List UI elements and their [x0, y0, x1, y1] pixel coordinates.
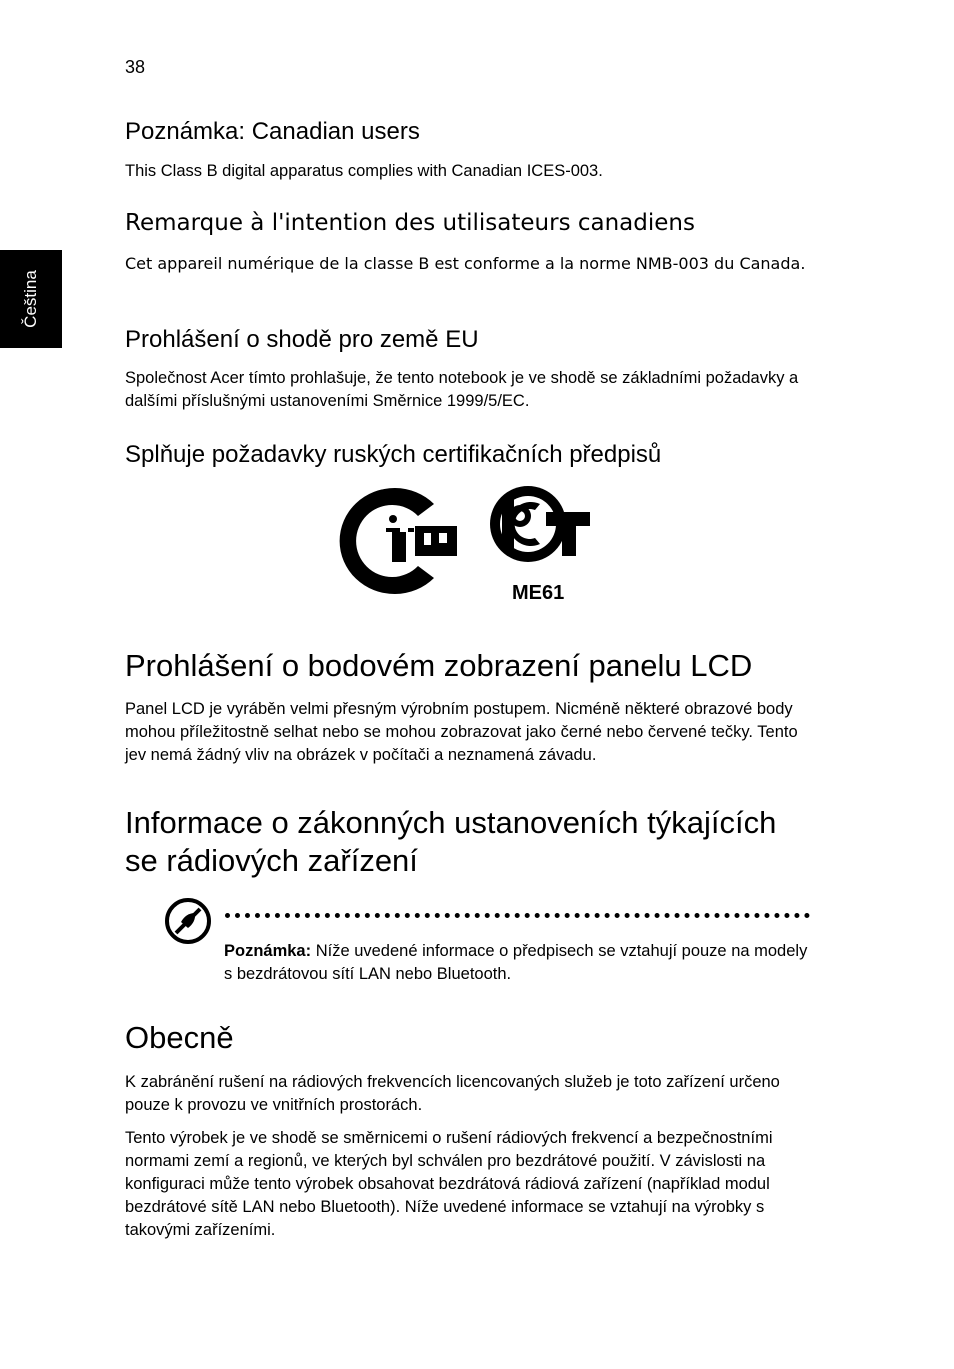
note-divider: [225, 913, 810, 918]
general-text-1: K zabránění rušení na rádiových frekvencích licencovaných služeb je toto zařízení určeno pouze k provozu ve vnitřních prostorách.: [125, 1073, 780, 1114]
eu-declaration-text: Společnost Acer tímto prohlašuje, že tento notebook je ve shodě se základními požadavky a dalšími příslušnými ustanoveními Směrnice 1999/5/EC.: [125, 369, 799, 410]
canadian-users-heading: Poznámka: Canadian users: [125, 118, 420, 145]
canadian-users-text: This Class B digital apparatus complies with Canadian ICES-003.: [125, 162, 603, 180]
general-heading: Obecně: [125, 1020, 234, 1055]
language-side-tab: [0, 250, 62, 348]
remarque-heading: Remarque à l'intention des utilisateurs canadiens: [125, 210, 695, 236]
pct-mark-icon: [488, 484, 593, 569]
eu-declaration-heading: Prohlášení o shodě pro země EU: [125, 326, 479, 353]
remarque-text: Cet appareil numérique de la classe B est conforme a la norme NMB-003 du Canada.: [125, 254, 806, 273]
radio-regulations-heading-line2: se rádiových zařízení: [125, 843, 418, 878]
lcd-declaration-heading: Prohlášení o bodovém zobrazení panelu LCD: [125, 648, 753, 683]
russian-certification-heading: Splňuje požadavky ruských certifikačních předpisů: [125, 441, 662, 468]
note-icon: [164, 897, 212, 945]
note-label: Poznámka:: [224, 942, 312, 960]
radio-note: [224, 940, 809, 986]
lcd-declaration-text: Panel LCD je vyráběn velmi přesným výrobním postupem. Nicméně některé obrazové body mohou příležitostně selhat nebo se mohou zobrazovat jako černé nebo červené tečky. Tento jev nemá žádný vliv na obrázek v počítači a neznamená závadu.: [125, 700, 798, 764]
gost-ctp-mark-icon: [332, 486, 462, 596]
language-tab-label: Čeština: [20, 270, 40, 328]
general-text-2: Tento výrobek je ve shodě se směrnicemi o rušení rádiových frekvencí a bezpečnostními normami zemí a regionů, ve kterých byl schválen pro bezdrátové použití. V závislosti na konfiguraci může tento výrobek obsahovat bezdrátová rádiová zařízení (například modul bezdrátové sítě LAN nebo Bluetooth). Níže uvedené informace se vztahují na výrobky s takovými zařízeními.: [125, 1129, 773, 1239]
certification-code-label: ME61: [512, 582, 565, 604]
note-text: Níže uvedené informace o předpisech se vztahují pouze na modely s bezdrátovou sítí LAN nebo Bluetooth.: [224, 942, 808, 983]
page-number: 38: [125, 57, 146, 77]
radio-regulations-heading-line1: Informace o zákonných ustanoveních týkajících: [125, 805, 777, 840]
